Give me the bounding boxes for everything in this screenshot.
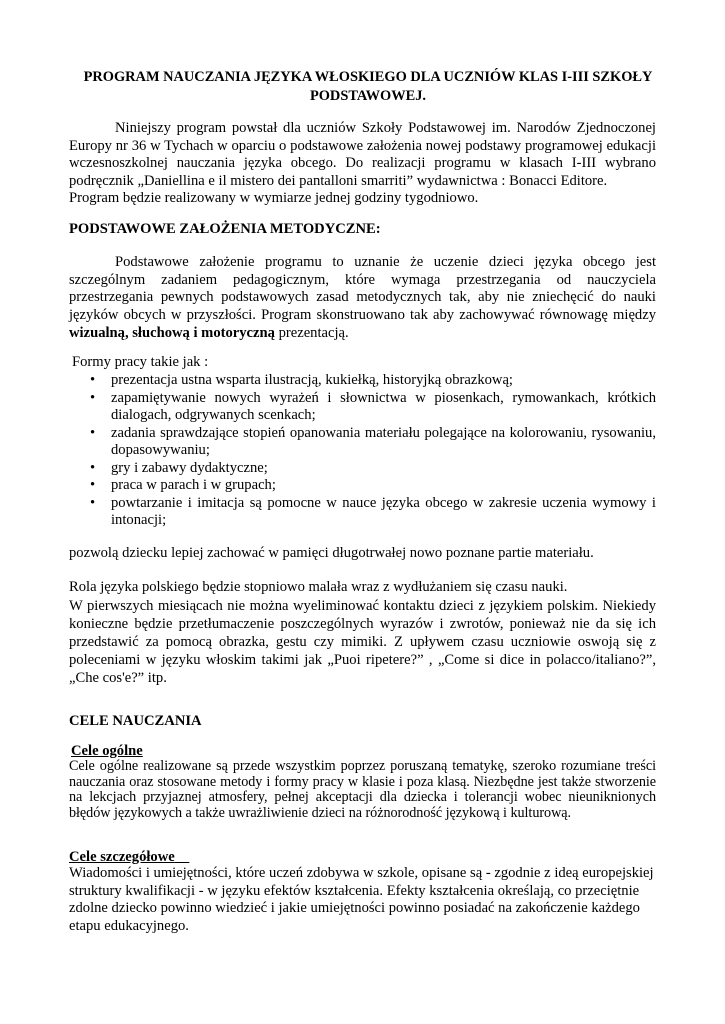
- general-goals-text: Cele ogólne realizowane są przede wszystkim poprzez poruszaną tematykę, szeroko rozumiane treści nauczania oraz stosowane metody i formy pracy w klasie i poza klasą. Niezbędne jest także stworzenie na lekcjach przyjaznej atmosfery, pełnej akceptacji dla dziecka i tolerancji wobec nieuniknionych błędów językowych a także uwrażliwienie dzieci na różnorodność językową i kulturową.: [69, 758, 656, 821]
- list-item: • powtarzanie i imitacja są pomocne w nauce języka obcego w zakresie uczenia wymowy i intonacji;: [90, 494, 656, 528]
- specific-goals-text: Wiadomości i umiejętności, które uczeń zdobywa w szkole, opisane są - zgodnie z ideą europejskiej struktury kwalifikacji - w języku efektów kształcenia. Efekty kształcenia określają, co przeciętnie zdolne dziecko powinno wiedzieć i jakie umiejętności powinno posiadać na zakończenie każdego etapu edukacyjnego.: [69, 865, 654, 934]
- methodology-text: Podstawowe założenie programu to uznanie że uczenie dzieci języka obcego jest szczególnym zadaniem pedagogicznym, które wymaga przestrzegania od nauczyciela przestrzegania pewnych podstawowych zasad metodycznych tak, aby nie zniechęcić do nauki języków obcych w przyszłości. Program skonstruowano tak aby zachowywać równowagę między: [69, 254, 656, 324]
- methodology-bold-text: wizualną, słuchową i motoryczną: [69, 324, 275, 341]
- polish-role-line: Rola języka polskiego będzie stopniowo malała wraz z wydłużaniem się czasu nauki.: [69, 579, 568, 595]
- methodology-paragraph: [69, 254, 656, 343]
- methodology-text-end: prezentacją.: [274, 324, 349, 341]
- list-item: • praca w parach i w grupach;: [90, 477, 276, 493]
- forms-list-container: [69, 372, 656, 530]
- polish-role-paragraph: W pierwszych miesiącach nie można wyeliminować kontaktu dzieci z językiem polskim. Niekiedy konieczne będzie przetłumaczenie poszczególnych wyrazów i zwrotów, ponieważ nie da się ich przedstawić za pomocą obrazka, gestu czy mimiki. Z upływem czasu uczniowie oswoją się z poleceniami w języku włoskim takimi jak „Puoi ripetere?” , „Come si dice in polacco/italiano?”, „Che cos'e?” itp.: [69, 598, 656, 686]
- general-goals-heading: Cele ogólne: [71, 743, 143, 759]
- goals-heading: CELE NAUCZANIA: [69, 713, 202, 729]
- bullet-icon: •: [90, 389, 96, 406]
- list-item: • prezentacja ustna wsparta ilustracją, kukiełką, historyjką obrazkową;: [90, 372, 513, 388]
- document-title: PROGRAM NAUCZANIA JĘZYKA WŁOSKIEGO DLA UCZNIÓW KLAS I-III SZKOŁY PODSTAWOWEJ.: [83, 69, 653, 104]
- bullet-icon: •: [90, 494, 96, 511]
- list-item: • zapamiętywanie nowych wyrażeń i słownictwa w piosenkach, rymowankach, krótkich dialogach, odgrywanych scenkach;: [90, 389, 656, 423]
- methodology-heading: PODSTAWOWE ZAŁOŻENIA METODYCZNE:: [69, 221, 381, 237]
- forms-intro: Formy pracy takie jak :: [72, 354, 209, 370]
- list-item: • gry i zabawy dydaktyczne;: [90, 459, 268, 476]
- forms-outro: pozwolą dziecku lepiej zachować w pamięci długotrwałej nowo poznane partie materiału.: [69, 545, 594, 561]
- list-item: • zadania sprawdzające stopień opanowania materiału polegające na kolorowaniu, rysowaniu, dopasowywaniu;: [90, 424, 656, 458]
- intro-section: [69, 120, 656, 208]
- intro-paragraph: Niniejszy program powstał dla uczniów Szkoły Podstawowej im. Narodów Zjednoczonej Europy nr 36 w Tychach w oparciu o podstawowe założenia nowej podstawy programowej edukacji wczesnoszkolnej nauczania języka obcego. Do realizacji programu w klasach I-III wybrano podręcznik „Daniellina e il mistero dei pantalloni smarriti” wydawnictwa : Bonacci Editore.: [69, 120, 656, 189]
- bullet-icon: •: [90, 459, 96, 476]
- bullet-icon: •: [90, 424, 96, 441]
- specific-goals-heading: Cele szczegółowe: [69, 849, 175, 865]
- bullet-icon: •: [90, 372, 96, 388]
- forms-list: [69, 372, 656, 530]
- intro-schedule-line: Program będzie realizowany w wymiarze jednej godziny tygodniowo.: [69, 190, 479, 206]
- bullet-icon: •: [90, 477, 96, 493]
